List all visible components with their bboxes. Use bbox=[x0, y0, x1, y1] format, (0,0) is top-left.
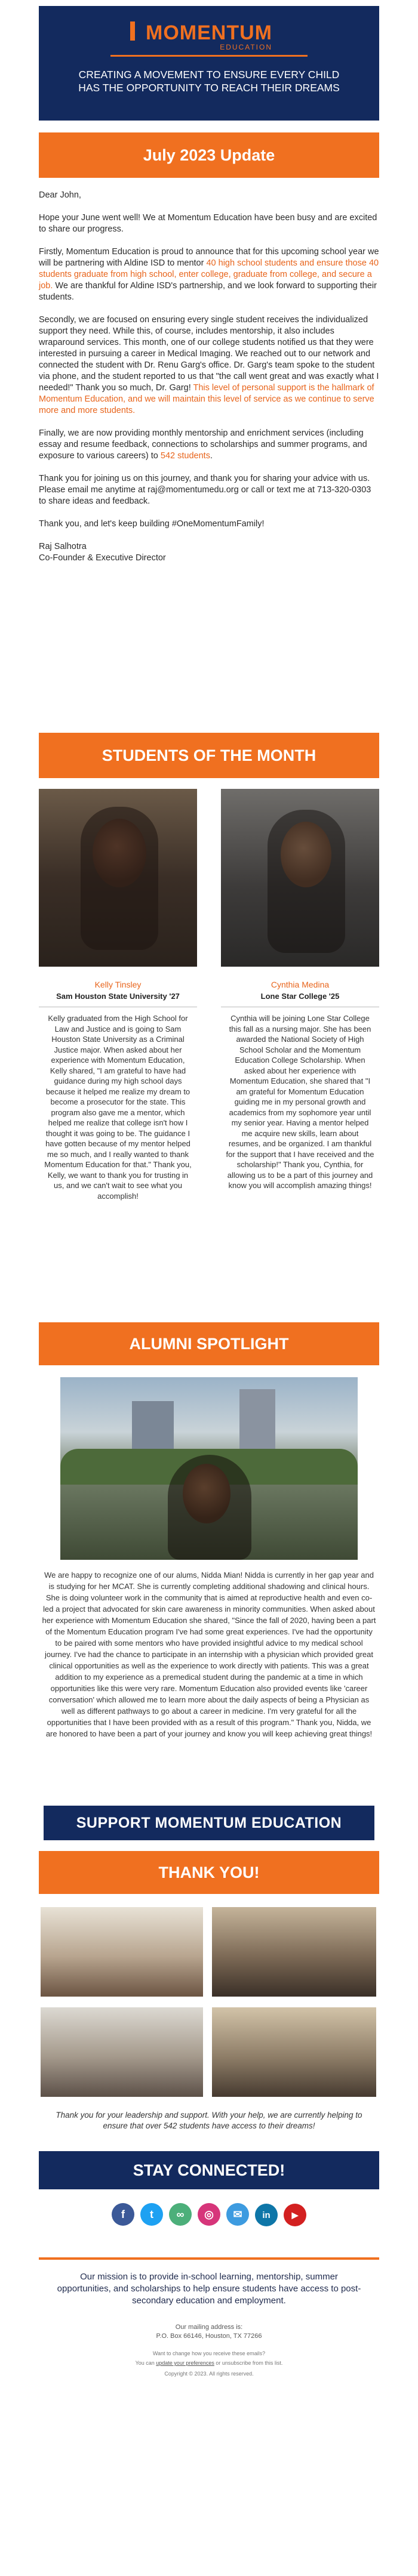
alumni-text: We are happy to recognize one of our alums, Nidda Mian! Nidda is currently in her gap year and is studying for her MCAT. She is currently completing additional shadowing and clinical hours. She is doing volunteer work in the community that is aimed at reproductive health and even co-led a project that advocated for skin care awareness in minority communities. When asked about her experience with Momentum Education she shared, "Since the fall of 2020, having been a part of the Momentum Education program I've had some great experiences. I've had the opportunity to be paired with some mentors who have provided insightful advice to my medical school journey. I've had the chance to participate in an internship with a physician which provided great clinical opportunities as well as the experience to work directly with patients. This was a great addition to my experience as a premedical student during the pandemic at a time in which opportunities like this were very rare. Momentum Education also provided events like 'career conversation' which allowed me to learn more about the daily aspects of being a Physician as well as different pathways to go about a career in medicine. I'm very grateful for all the opportunities that I have been provided with as a result of this program." Thank you, Nidda, we are honored to have been a part of your journey and know you will keep achieving great things! bbox=[42, 1571, 376, 1738]
signature-title: Co-Founder & Executive Director bbox=[39, 553, 166, 563]
student-photo-kelly bbox=[39, 789, 197, 967]
thanks-title-bar bbox=[39, 1851, 379, 1894]
letter-p2c: We are thankful for Aldine ISD's partnership, and we look forward to supporting their students. bbox=[39, 281, 377, 302]
tagline: CREATING A MOVEMENT TO ENSURE EVERY CHILD HAS THE OPPORTUNITY TO REACH THEIR DREAMS bbox=[78, 69, 340, 94]
connect-title: STAY CONNECTED! bbox=[133, 2161, 285, 2179]
letter-p4 bbox=[39, 428, 379, 462]
logo-sub: EDUCATION bbox=[220, 43, 272, 51]
alumni-title-bar bbox=[39, 1322, 379, 1365]
group-photo-4 bbox=[212, 2007, 376, 2097]
prefs-prefix: You can bbox=[135, 2360, 156, 2366]
letter-p4-highlight: 542 students bbox=[160, 451, 210, 461]
letter-p1: Hope your June went well! We at Momentum Education have been busy and are excited to share our progress. bbox=[39, 213, 377, 234]
update-title-bar bbox=[39, 132, 379, 178]
connect-title-bar bbox=[39, 2151, 379, 2189]
preferences-line bbox=[39, 2360, 379, 2366]
student-school: Sam Houston State University '27 bbox=[56, 992, 180, 1001]
instagram-icon[interactable]: ◎ bbox=[198, 2203, 220, 2226]
letter-p6: Thank you, and let's keep building #OneMomentumFamily! bbox=[39, 519, 265, 529]
student-hair bbox=[268, 810, 345, 953]
group-photo-2 bbox=[212, 1907, 376, 1997]
twitter-icon[interactable]: t bbox=[140, 2203, 163, 2226]
support-button[interactable]: SUPPORT MOMENTUM EDUCATION bbox=[44, 1806, 374, 1840]
students-title-bar bbox=[39, 733, 379, 778]
letter-p2 bbox=[39, 246, 379, 303]
footer bbox=[39, 2324, 379, 2377]
change-question: Want to change how you receive these emails? bbox=[152, 2350, 266, 2356]
header-banner bbox=[39, 6, 379, 121]
youtube-icon[interactable]: ▶ bbox=[284, 2204, 306, 2226]
students-title: STUDENTS OF THE MONTH bbox=[102, 746, 316, 764]
greeting: Dear John, bbox=[39, 190, 81, 200]
student-name: Kelly Tinsley bbox=[94, 980, 142, 989]
student-card-kelly bbox=[39, 974, 197, 1201]
student-bio: Kelly graduated from the High School for Law and Justice and is going to Sam Houston State University as a Criminal Justice major. When asked about her experience with Momentum Education, Kelly shared, "I am grateful to have had guidance during my high school days because it helped me realize my dream to become a prosecutor for the state. This program also gave me a mentor, which helped me realize that college isn't how I thought it was going to be. The guidance I have gotten because of my mentor helped me so much, and I really wanted to thank Momentum Education for that." Thank you, Kelly, we want to thank you for trusting in us, and we can't wait to see what you accomplish! bbox=[44, 1014, 192, 1201]
footer-divider bbox=[39, 2257, 379, 2260]
student-photo-cynthia bbox=[221, 789, 379, 967]
student-school: Lone Star College '25 bbox=[260, 992, 340, 1001]
social-bar bbox=[39, 2203, 379, 2226]
mission-text: Our mission is to provide in-school learning, mentorship, summer opportunities, and scholarships to help ensure students have access to post-secondary education and employment. bbox=[57, 2272, 361, 2306]
letter-p2a: Firstly, Momentum Education is proud to announce that for this upcoming school year we will be partnering with Aldine ISD to mentor bbox=[39, 247, 379, 268]
student-card-cynthia bbox=[221, 974, 379, 1191]
letter-p5: Thank you for joining us on this journey, and thank you for sharing your advice with us. Please email me anytime at raj@momentumedu.org or call or text me at 713-320-0303 to share ideas and feedback. bbox=[39, 474, 371, 506]
logo[interactable] bbox=[39, 21, 379, 57]
mailing-address: P.O. Box 66146, Houston, TX 77266 bbox=[156, 2333, 262, 2340]
group-photo-1 bbox=[41, 1907, 203, 1997]
student-name: Cynthia Medina bbox=[271, 980, 330, 989]
letter-p3 bbox=[39, 314, 379, 417]
alumni-hair bbox=[168, 1455, 251, 1560]
logo-underline bbox=[110, 55, 308, 57]
student-bio: Cynthia will be joining Lone Star College this fall as a nursing major. She has been awarded the National Society of High School Scholar and the Momentum Education College Scholarship. When asked about her experience with Momentum Education, she shared that "I am grateful for Momentum Education guiding me in my personal growth and academics from my sophomore year until my senior year. Having a mentor helped me acquire new skills, learn about resumes, and be organized. I am thankful for the support that I have received and the scholarship!" Thank you, Cynthia, for allowing us to be a part of this journey and know you will accomplish amazing things! bbox=[226, 1014, 374, 1190]
prefs-suffix: or unsubscribe from this list. bbox=[214, 2360, 283, 2366]
letter-p4a: Finally, we are now providing monthly mentorship and enrichment services (including essay and resume feedback, connections to scholarships and summer programs, and exposure to various careers) to bbox=[39, 428, 367, 461]
logo-arrow-icon bbox=[130, 21, 135, 41]
alumni-title: ALUMNI SPOTLIGHT bbox=[129, 1335, 289, 1353]
update-title: July 2023 Update bbox=[143, 146, 275, 164]
letter-p2-highlight: 40 high school students and ensure those 40 students graduate from high school, enter college, graduate from college, and secure a job. bbox=[39, 258, 379, 291]
thanks-title: THANK YOU! bbox=[158, 1864, 260, 1881]
signature-name: Raj Salhotra bbox=[39, 542, 87, 551]
link-icon[interactable]: ∞ bbox=[169, 2203, 192, 2226]
facebook-icon[interactable]: f bbox=[112, 2203, 134, 2226]
group-photo-3 bbox=[41, 2007, 203, 2097]
update-preferences-link[interactable]: update your preferences bbox=[156, 2360, 214, 2366]
letter-p3-highlight: This level of personal support is the hallmark of Momentum Education, and we will maintain this level of service as we continue to serve more and more students. bbox=[39, 383, 374, 415]
mailing-label: Our mailing address is: bbox=[175, 2324, 243, 2331]
letter-p4c: . bbox=[210, 451, 213, 461]
letter bbox=[39, 190, 379, 564]
email-icon[interactable]: ✉ bbox=[226, 2203, 249, 2226]
thanks-text: Thank you for your leadership and support. With your help, we are currently helping to ensure that over 542 students have access to their dreams! bbox=[56, 2111, 362, 2130]
student-hair bbox=[81, 807, 158, 950]
alumni-photo bbox=[60, 1377, 358, 1560]
letter-p3a: Secondly, we are focused on ensuring every single student receives the individualized support they need. While this, of course, includes mentorship, it also includes wraparound services. This month, one of our college students notified us that they were interested in pursuing a career in Medical Imaging. We reached out to our network and connected the student with Dr. Renu Garg's office. Dr. Garg's team spoke to the student via phone, and the student reported to us that "the call went great and was exactly what I needed!" Thank you so much, Dr. Garg! bbox=[39, 315, 379, 393]
copyright: Copyright © 2023. All rights reserved. bbox=[164, 2371, 254, 2377]
logo-text: MOMENTUM bbox=[146, 21, 272, 44]
linkedin-icon[interactable]: in bbox=[255, 2204, 278, 2226]
